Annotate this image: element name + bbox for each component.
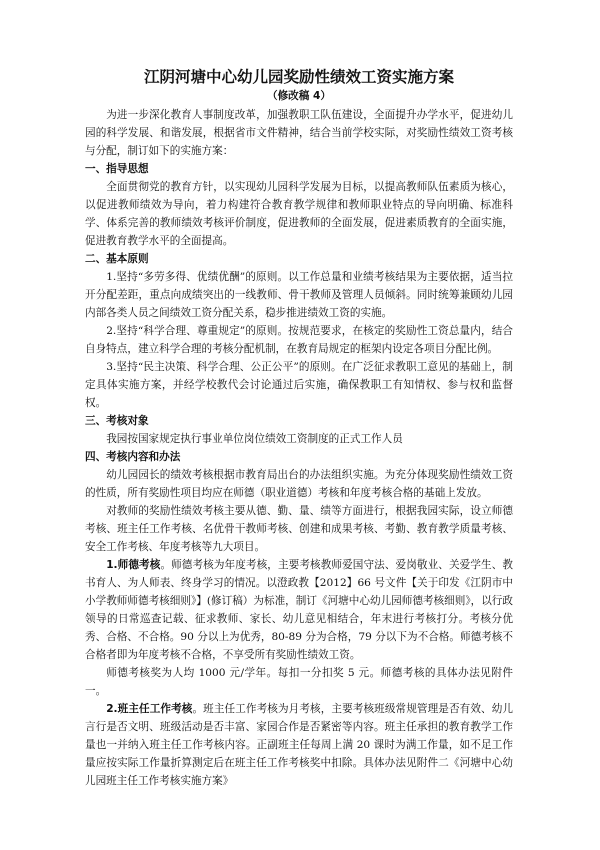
assessment-target-paragraph: 我园按国家规定执行事业单位岗位绩效工资制度的正式工作人员: [106, 433, 403, 445]
document-subtitle: （修改稿 4）: [266, 90, 332, 102]
ethics-assessment-text: 。师德考核为年度考核，主要考核教师爱国守法、爱岗敬业、关爱学生、教书育人、为人师表、终身学习的情况。以澄政教【2012】66 号文件【关于印发《江阴市中小学教师师德考核细则》】(修订稿）为标准，制订《河塘中心幼儿园师德考核细则》，以行政领导的日常巡查记载、征求教师、家长、幼儿意见相结合，年末进行考核打分。考核分优秀、合格、不合格。90 分以上为优秀，80-89 分为合格，79 分以下为不合格。师德考核不合格者即为年度考核不合格，不享受所有奖励性绩效工资。: [85, 559, 514, 661]
document-title: 江阴河塘中心幼儿园奖励性绩效工资实施方案: [143, 68, 454, 86]
content-paragraph-1: 幼儿园园长的绩效考核根据市教育局出台的办法组织实施。为充分体现奖励性绩效工资的性质，所有奖励性项目均应在师德（职业道德）考核和年度考核合格的基础上发放。: [85, 469, 513, 499]
principle-paragraph-3: 3.坚持“民主决策、科学合理、公正公平”的原则。在广泛征求教职工意见的基础上，制定具体实施方案，并经学校教代会讨论通过后实施，确保教职工有知情权、参与权和监督权。: [85, 361, 513, 409]
section-heading-content-methods: 四、考核内容和办法: [85, 451, 181, 463]
section-heading-basic-principles: 二、基本原则: [85, 253, 149, 265]
principle-paragraph-1: 1.坚持“多劳多得、优绩优酬”的原则。以工作总量和业绩考核结果为主要依据，适当拉开分配差距，重点向成绩突出的一线教师、骨干教师及管理人员倾斜。同时统筹兼顾幼儿园内部各类人员之间绩效工资分配关系，稳步推进绩效工资的实施。: [85, 271, 513, 319]
content-paragraph-2: 对教师的奖励性绩效考核主要从德、勤、量、绩等方面进行，根据我园实际，设立师德考核、班主任工作考核、名优骨干教师考核、创建和成果考核、考勤、教育教学质量考核、安全工作考核、年度考核等九大项目。: [85, 505, 513, 553]
section-heading-assessment-target: 三、考核对象: [85, 415, 149, 427]
guiding-thought-paragraph: 全面贯彻党的教育方针，以实现幼儿园科学发展为目标，以提高教师队伍素质为核心，以促进教师绩效为导向，着力构建符合教育教学规律和教师职业特点的导向明确、标准科学、体系完善的教师绩效考核评价制度，促进教师的全面发展，促进素质教育的全面实施，促进教育教学水平的全面提高。: [85, 181, 513, 247]
ethics-bonus-paragraph: 师德考核奖为人均 1000 元/学年。每扣一分扣奖 5 元。师德考核的具体办法见附件一。: [85, 667, 513, 697]
intro-paragraph: 为进一步深化教育人事制度改革，加强教职工队伍建设，全面提升办学水平，促进幼儿园的科学发展、和谐发展，根据省市文件精神，结合当前学校实际，对奖励性绩效工资考核与分配，制订如下的实施方案：: [85, 109, 513, 157]
ethics-assessment-paragraph: [85, 556, 513, 664]
section-heading-guiding-thought: 一、指导思想: [85, 163, 149, 175]
class-teacher-assessment-text: 。班主任工作考核为月考核，主要考核班级常规管理是否有效、幼儿言行是否文明、班级活动是否丰富、家园合作是否紧密等内容。班主任承担的教育教学工作量也一并纳入班主任工作考核内容。正副班主任每周上满 20 课时为满工作量，如不足工作量应按实际工作量折算测定后在班主任工作考核奖中扣除。具体办法见附件二《河塘中心幼儿园班主任工作考核实施方案》: [85, 703, 513, 787]
class-teacher-assessment-paragraph: [85, 700, 513, 790]
ethics-assessment-label: 1.师德考核: [106, 559, 161, 571]
principle-paragraph-2: 2.坚持“科学合理、尊重规定”的原则。按规范要求，在核定的奖励性工资总量内，结合自身特点，建立科学合理的考核分配机制，在教育局规定的框架内设定各项目分配比例。: [85, 325, 513, 355]
class-teacher-assessment-label: 2.班主任工作考核: [106, 703, 193, 715]
